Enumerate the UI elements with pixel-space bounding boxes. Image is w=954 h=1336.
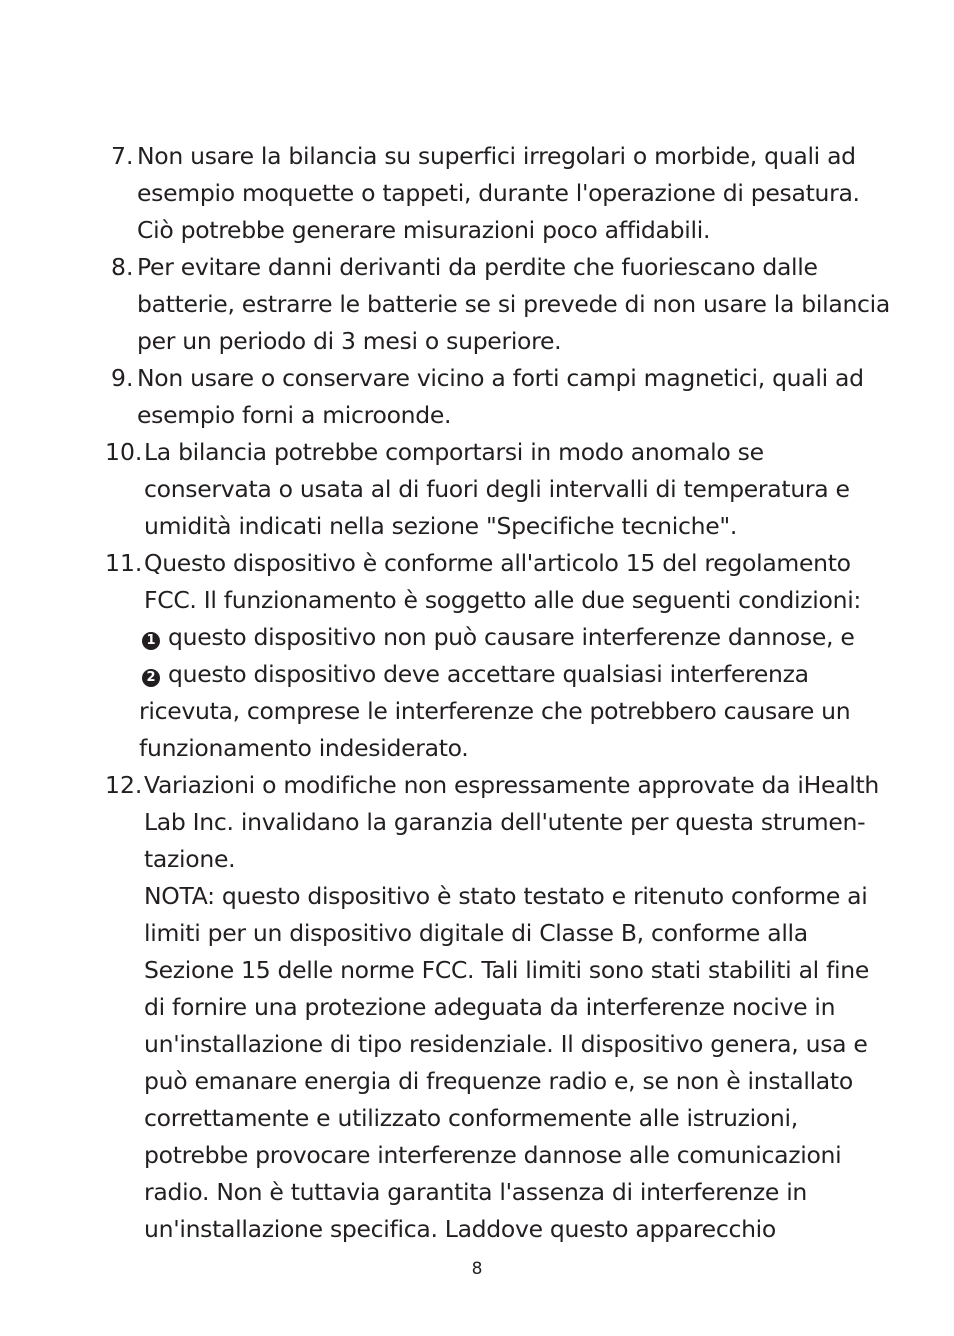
item-number: 11.	[105, 549, 143, 577]
condition-1-text: questo dispositivo non può causare interferenze dannose, e	[168, 623, 855, 651]
number-2-circle-icon: 2	[142, 669, 160, 687]
note-line-1: NOTA: questo dispositivo è stato testato e ritenuto conforme ai	[144, 882, 868, 910]
note-line-5: un'installazione di tipo residenziale. Il dispositivo genera, usa e	[144, 1030, 868, 1058]
item-8-line-2: batterie, estrarre le batterie se si prevede di non usare la bilancia	[137, 290, 890, 318]
item-11-continuation-2: funzionamento indesiderato.	[139, 734, 469, 762]
item-11-line-2: FCC. Il funzionamento è soggetto alle due seguenti condizioni:	[144, 586, 862, 614]
item-7-line-1: Non usare la bilancia su superfici irregolari o morbide, quali ad	[137, 142, 856, 170]
note-line-3: Sezione 15 delle norme FCC. Tali limiti sono stati stabiliti al fine	[144, 956, 870, 984]
item-10-line-3: umidità indicati nella sezione "Specifiche tecniche".	[144, 512, 738, 540]
item-12-line-2: Lab Inc. invalidano la garanzia dell'utente per questa strumen-	[144, 808, 866, 836]
item-7-line-2: esempio moquette o tappeti, durante l'operazione di pesatura.	[137, 179, 860, 207]
note-line-2: limiti per un dispositivo digitale di Classe B, conforme alla	[144, 919, 808, 947]
item-number: 10.	[105, 438, 143, 466]
item-number: 12.	[105, 771, 143, 799]
item-10-line-1: La bilancia potrebbe comportarsi in modo anomalo se	[144, 438, 764, 466]
number-1-circle-icon: 1	[142, 632, 160, 650]
condition-1	[142, 619, 855, 656]
item-number: 8.	[111, 253, 134, 281]
condition-2-text: questo dispositivo deve accettare qualsiasi interferenza	[168, 660, 809, 688]
note-line-10: un'installazione specifica. Laddove questo apparecchio	[144, 1215, 776, 1243]
item-9-line-1: Non usare o conservare vicino a forti campi magnetici, quali ad	[137, 364, 864, 392]
item-12-line-1: Variazioni o modifiche non espressamente approvate da iHealth	[144, 771, 880, 799]
note-line-4: di fornire una protezione adeguata da interferenze nocive in	[144, 993, 836, 1021]
condition-2	[142, 656, 809, 693]
item-8-line-3: per un periodo di 3 mesi o superiore.	[137, 327, 562, 355]
item-11-line-1: Questo dispositivo è conforme all'articolo 15 del regolamento	[144, 549, 851, 577]
item-number: 7.	[111, 142, 134, 170]
item-8-line-1: Per evitare danni derivanti da perdite che fuoriescano dalle	[137, 253, 818, 281]
item-7-line-3: Ciò potrebbe generare misurazioni poco affidabili.	[137, 216, 711, 244]
note-line-7: correttamente e utilizzato conformemente alle istruzioni,	[144, 1104, 798, 1132]
note-line-9: radio. Non è tuttavia garantita l'assenza di interferenze in	[144, 1178, 808, 1206]
note-line-6: può emanare energia di frequenze radio e, se non è installato	[144, 1067, 853, 1095]
note-line-8: potrebbe provocare interferenze dannose alle comunicazioni	[144, 1141, 842, 1169]
item-number: 9.	[111, 364, 134, 392]
page-number: 8	[471, 1259, 483, 1279]
item-9-line-2: esempio forni a microonde.	[137, 401, 452, 429]
item-10-line-2: conservata o usata al di fuori degli intervalli di temperatura e	[144, 475, 850, 503]
item-12-line-3: tazione.	[144, 845, 236, 873]
item-11-continuation-1: ricevuta, comprese le interferenze che potrebbero causare un	[139, 697, 851, 725]
